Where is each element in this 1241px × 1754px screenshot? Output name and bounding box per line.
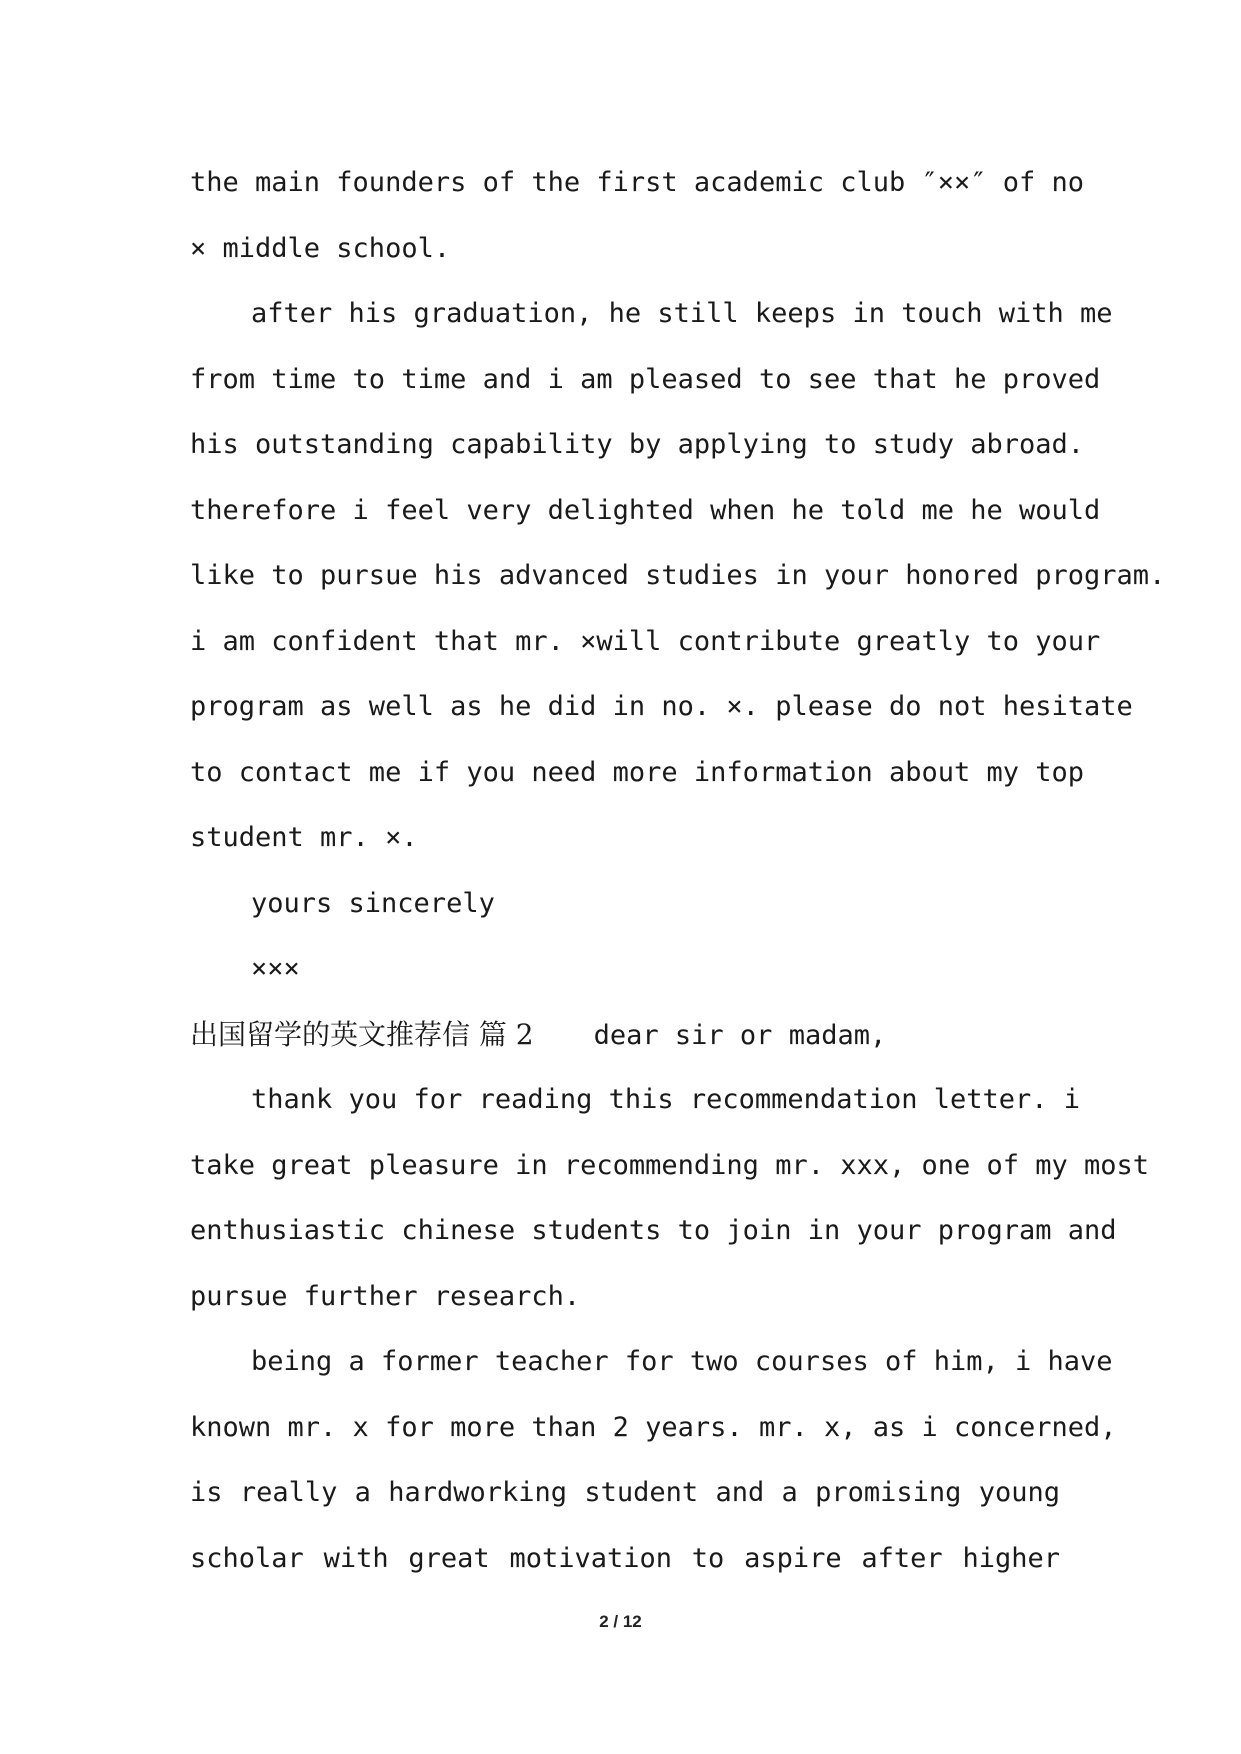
- text-line: like to pursue his advanced studies in your honored program.: [190, 560, 1166, 591]
- text-line: is really a hardworking student and a promising young: [190, 1477, 1060, 1508]
- text-line: to contact me if you need more information about my top: [190, 756, 1085, 788]
- text-line: thank you for reading this recommendation letter. i: [251, 1084, 1081, 1115]
- text-line: student mr. ×.: [190, 822, 418, 853]
- text-line: known mr. x for more than 2 years. mr. x, as i concerned,: [190, 1411, 1117, 1443]
- text-line: scholar with great motivation to aspire after higher: [190, 1542, 1060, 1574]
- text-line: take great pleasure in recommending mr. xxx, one of my most: [190, 1149, 1150, 1181]
- page-number: 2 / 12: [599, 1612, 642, 1631]
- text-line: being a former teacher for two courses of him, i have: [251, 1346, 1113, 1377]
- section-heading: [190, 1002, 1060, 1068]
- salutation: dear sir or madam,: [593, 1019, 887, 1051]
- text-line: therefore i feel very delighted when he told me he would: [190, 494, 1101, 526]
- signature-line: ×××: [251, 953, 300, 984]
- text-line: his outstanding capability by applying to study abroad.: [190, 429, 1085, 460]
- text-line: the main founders of the first academic club ″××″ of no: [190, 167, 1085, 198]
- text-line: from time to time and i am pleased to see that he proved: [190, 363, 1101, 395]
- text-line: pursue further research.: [190, 1280, 581, 1312]
- letter-body: [190, 150, 1166, 1591]
- text-line: after his graduation, he still keeps in touch with me: [251, 298, 1113, 329]
- text-line: i am confident that mr. ×will contribute greatly to your: [190, 625, 1101, 657]
- section-title: 出国留学的英文推荐信 篇 2: [190, 1017, 534, 1051]
- text-line: × middle school.: [190, 232, 451, 264]
- text-line: enthusiastic chinese students to join in your program and: [190, 1215, 1117, 1246]
- text-line: program as well as he did in no. ×. please do not hesitate: [190, 691, 1133, 722]
- closing-line: yours sincerely: [251, 887, 495, 919]
